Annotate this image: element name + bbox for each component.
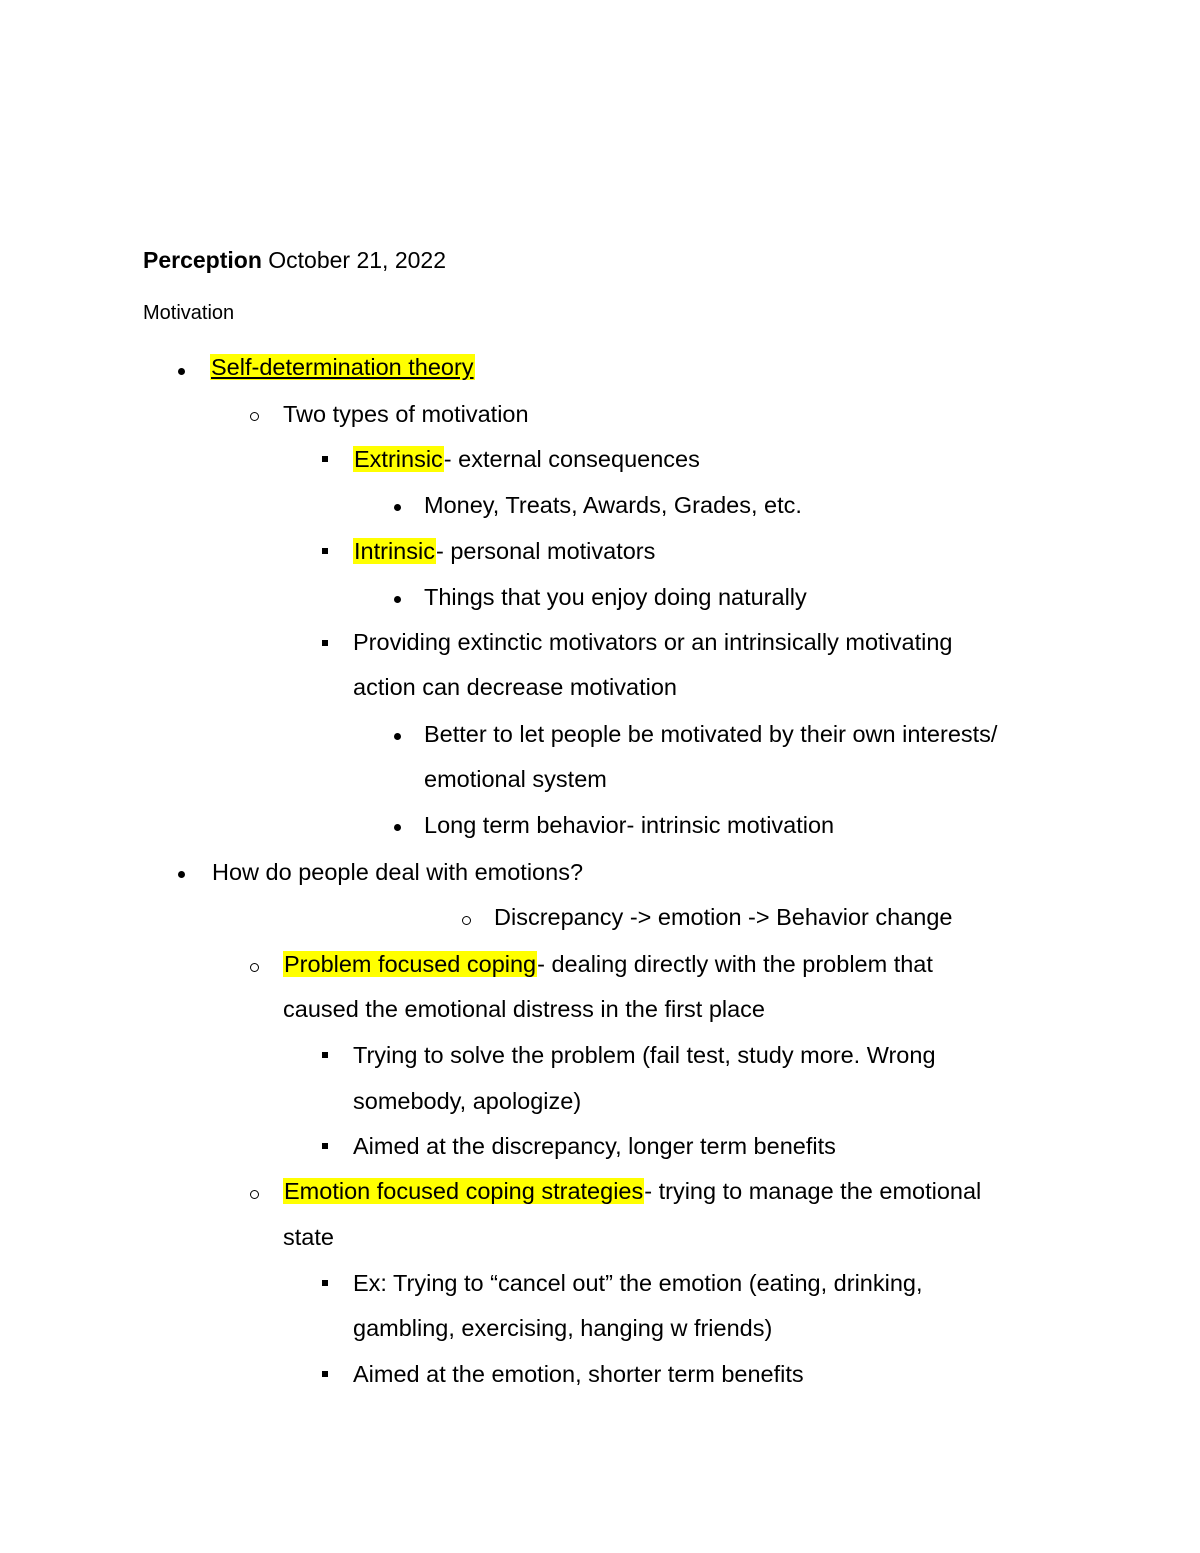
- bullet-square-icon: [322, 548, 328, 554]
- note-deal-emotions: How do people deal with emotions?: [212, 859, 584, 885]
- highlighted-term: Emotion focused coping strategies: [284, 1178, 644, 1204]
- bullet-ring-icon: [250, 1190, 259, 1199]
- bullet-square-icon: [322, 456, 328, 462]
- bullet-dot-icon: [178, 368, 185, 375]
- note-discrepancy: Discrepancy -> emotion -> Behavior change: [494, 904, 953, 930]
- title-date: October 21, 2022: [261, 247, 446, 273]
- note-extrinsic-examples: Money, Treats, Awards, Grades, etc.: [424, 492, 802, 518]
- note-problem-line1: [283, 949, 933, 979]
- bullet-ring-icon: [250, 412, 259, 421]
- bullet-square-icon: [322, 640, 328, 646]
- bullet-ring-icon: [462, 916, 471, 925]
- note-aimed-emotion: Aimed at the emotion, shorter term benefits: [353, 1361, 804, 1387]
- note-long-term: Long term behavior- intrinsic motivation: [424, 812, 835, 838]
- note-extrinsic: [353, 444, 700, 474]
- term-definition: - personal motivators: [435, 538, 656, 564]
- note-providing-line2: action can decrease motivation: [353, 674, 677, 700]
- bullet-square-icon: [322, 1052, 328, 1058]
- note-sdt: [210, 352, 475, 382]
- bullet-square-icon: [322, 1143, 328, 1149]
- term-definition: - external consequences: [443, 446, 700, 472]
- bullet-square-icon: [322, 1280, 328, 1286]
- bullet-square-icon: [322, 1371, 328, 1377]
- section-heading: Motivation: [143, 302, 235, 324]
- note-trying-line1: Trying to solve the problem (fail test, study more. Wrong: [353, 1042, 936, 1068]
- term-definition: - trying to manage the emotional: [644, 1178, 982, 1204]
- bullet-dot-icon: [394, 596, 401, 603]
- note-providing-line1: Providing extinctic motivators or an intrinsically motivating: [353, 629, 953, 655]
- bullet-dot-icon: [394, 824, 401, 831]
- note-problem-line2: caused the emotional distress in the first place: [283, 996, 766, 1022]
- note-better-line2: emotional system: [424, 766, 607, 792]
- note-two-types: Two types of motivation: [283, 401, 529, 427]
- bullet-dot-icon: [394, 733, 401, 740]
- note-intrinsic-examples: Things that you enjoy doing naturally: [424, 584, 807, 610]
- bullet-dot-icon: [394, 504, 401, 511]
- highlighted-term: Self-determination theory: [211, 354, 474, 380]
- bullet-dot-icon: [178, 871, 185, 878]
- highlighted-term: Problem focused coping: [284, 951, 537, 977]
- note-ex-line1: Ex: Trying to “cancel out” the emotion (eating, drinking,: [353, 1270, 923, 1296]
- title-topic: Perception: [143, 247, 262, 273]
- bullet-ring-icon: [250, 963, 259, 972]
- highlighted-term: Extrinsic: [354, 446, 443, 472]
- note-better-line1: Better to let people be motivated by their own interests/: [424, 721, 998, 747]
- note-emotion-line1: [283, 1176, 981, 1206]
- note-intrinsic: [353, 536, 655, 566]
- highlighted-term: Intrinsic: [354, 538, 435, 564]
- note-aimed-discrepancy: Aimed at the discrepancy, longer term benefits: [353, 1133, 836, 1159]
- note-emotion-line2: state: [283, 1224, 334, 1250]
- term-definition: - dealing directly with the problem that: [537, 951, 933, 977]
- note-trying-line2: somebody, apologize): [353, 1088, 582, 1114]
- note-ex-line2: gambling, exercising, hanging w friends): [353, 1315, 773, 1341]
- page-title: [143, 245, 446, 275]
